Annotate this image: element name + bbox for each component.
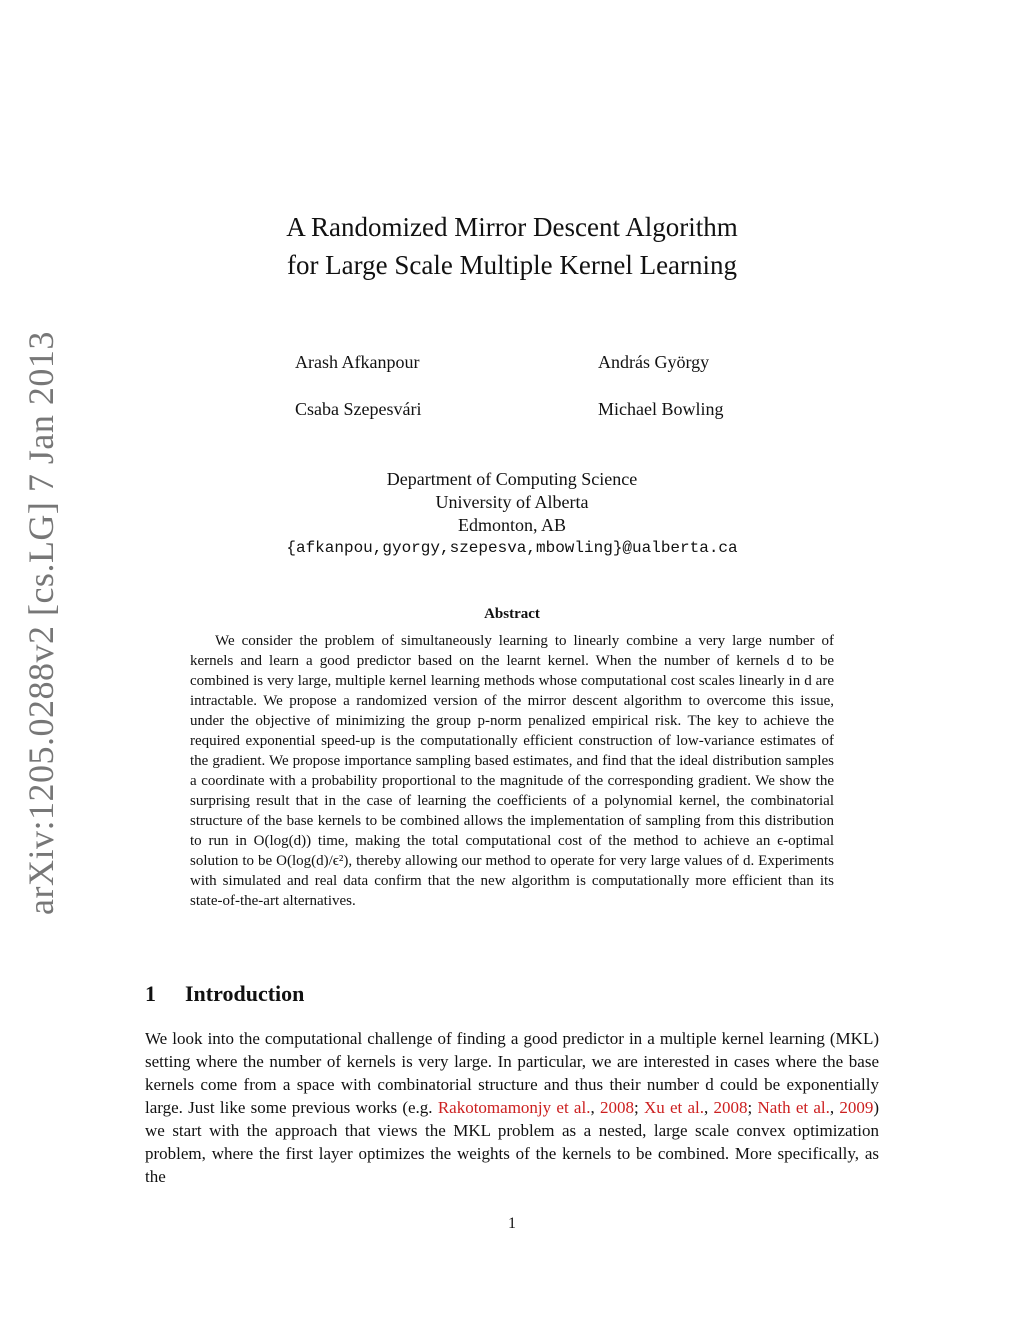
citation-rakotomamonjy[interactable]: Rakotomamonjy et al., 2008 xyxy=(437,1098,634,1117)
paper-title xyxy=(0,208,1024,284)
citation-xu[interactable]: Xu et al., 2008 xyxy=(643,1098,748,1117)
author-4: Michael Bowling xyxy=(598,399,724,419)
abstract-text: We consider the problem of simultaneously learning to linearly combine a very large number of kernels and learn a good predictor based on the learnt kernel. When the number of kernels d to be combined is very large, multiple kernel learning methods whose computational cost scales linearly in d are intractable. We propose a randomized version of the mirror descent algorithm to overcome this issue, under the objective of minimizing the group p-norm penalized empirical risk. The key to achieve the required exponential speed-up is the computationally efficient construction of low-variance estimates of the gradient. We propose importance sampling based estimates, and find that the ideal distribution samples a coordinate with a probability proportional to the magnitude of the corresponding gradient. We show the surprising result that in the case of learning the coefficients of a polynomial kernel, the combinatorial structure of the base kernels to be combined allows the implementation of sampling from this distribution to run in O(log(d)) time, making the total computational cost of the method to achieve an ϵ-optimal solution to be O(log(d)/ϵ²), thereby allowing our method to operate for very large values of d. Experiments with simulated and real data confirm that the new algorithm is computationally more efficient than its state-of-the-art alternatives. xyxy=(190,633,834,909)
page-number: 1 xyxy=(508,1215,516,1232)
author-1: Arash Afkanpour xyxy=(295,352,420,372)
abstract-heading: Abstract xyxy=(484,606,540,622)
title-line-1: A Randomized Mirror Descent Algorithm xyxy=(286,212,738,242)
arxiv-id: arXiv:1205.0288v2 [cs.LG] 7 Jan 2013 xyxy=(21,331,61,915)
intro-text-part-2: ) we start with the approach that views the MKL problem as a nested, large scale convex optimization problem, where the first layer optimizes the weights of the kernels to be combined. More specifically, as the xyxy=(145,1098,880,1186)
citation-nath[interactable]: Nath et al., 2009 xyxy=(757,1098,874,1117)
section-heading xyxy=(145,981,304,1007)
author-2: András György xyxy=(598,352,710,372)
affiliation xyxy=(0,468,1024,560)
author-3: Csaba Szepesvári xyxy=(295,399,422,419)
title-line-2: for Large Scale Multiple Kernel Learning xyxy=(286,250,738,280)
affiliation-city: Edmonton, AB xyxy=(457,515,566,535)
arxiv-stamp xyxy=(20,0,60,1325)
intro-paragraph: We look into the computational challenge of finding a good predictor in a multiple kernel learning (MKL) setting where the number of kernels is very large. In particular, we are interested in cases where the base kernels come from a space with combinatorial structure and thus their number d could be exponentially large. Just like some previous works (e.g. Rakotomamonjy et al., 2008; Xu et al., 2008; Nath et al., 2009) we start with the approach that views the MKL problem as a nested, large scale convex optimization problem, where the first layer optimizes the weights of the kernels to be combined. More specifically, as the xyxy=(145,1029,880,1186)
affiliation-emails: {afkanpou,gyorgy,szepesva,mbowling}@ualberta.ca xyxy=(286,539,738,557)
affiliation-university: University of Alberta xyxy=(435,492,589,512)
affiliation-department: Department of Computing Science xyxy=(386,469,638,489)
intro-text-part-1: We look into the computational challenge of finding a good predictor in a multiple kernel learning (MKL) setting where the number of kernels is very large. In particular, we are interested in cases where the base kernels come from a space with combinatorial structure and thus their number d could be exponentially large. Just like some previous works (e.g. xyxy=(145,1029,879,1117)
section-title: Introduction xyxy=(185,981,305,1006)
section-number: 1 xyxy=(145,981,156,1006)
